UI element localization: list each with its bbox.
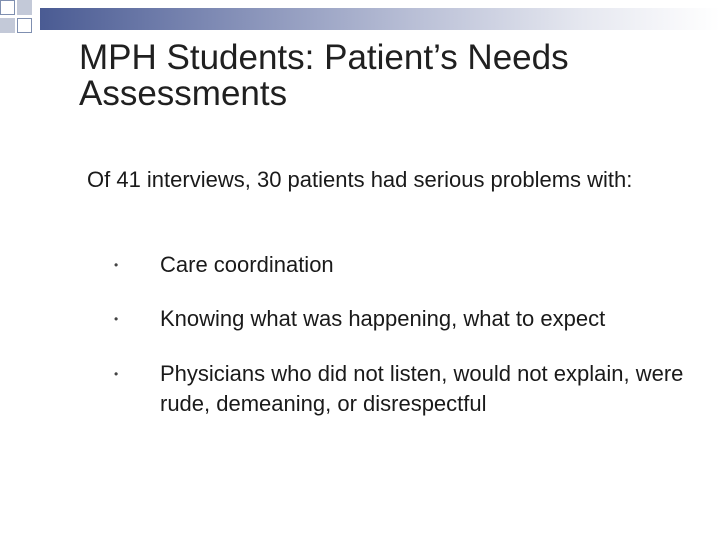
corner-square-fill-1 xyxy=(17,0,32,15)
slide-title: MPH Students: Patient’s Needs Assessments xyxy=(79,38,569,113)
bullet-text: Care coordination xyxy=(160,252,334,277)
bullet-icon: • xyxy=(114,258,119,272)
bullet-text: Physicians who did not listen, would not explain, were rude, demeaning, or disrespectful xyxy=(160,361,684,416)
bullet-item-knowing xyxy=(110,304,690,334)
corner-square-fill-2 xyxy=(0,18,15,33)
header-gradient-bar xyxy=(40,8,720,30)
bullet-list xyxy=(110,250,690,443)
corner-square-outline-2 xyxy=(17,18,32,33)
corner-square-outline-1 xyxy=(0,0,15,15)
intro-text: Of 41 interviews, 30 patients had serious problems with: xyxy=(87,167,633,192)
bullet-icon: • xyxy=(114,367,119,381)
bullet-text: Knowing what was happening, what to expect xyxy=(160,306,606,331)
bullet-icon: • xyxy=(114,312,119,326)
bullet-item-physicians xyxy=(110,359,690,419)
bullet-item-care-coordination xyxy=(110,250,690,280)
